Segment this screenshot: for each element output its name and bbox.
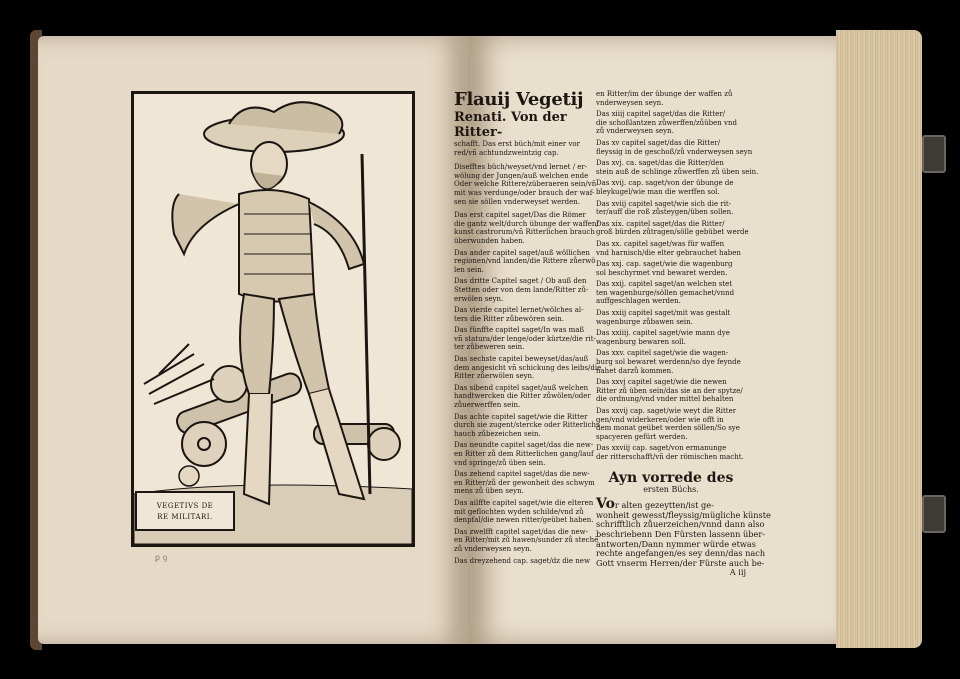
title-line-2: Renati. Von der Ritter- [454, 110, 567, 140]
chapter-line: en Ritter/im der übunge der waffen zů [596, 90, 733, 98]
chapter-line: groß bürden zůtragen/sölle gebübet werde [596, 228, 749, 237]
chapter-line: denpfal/die newen ritter/geübet haben. [454, 516, 594, 525]
page-edges [836, 30, 922, 648]
chapter-line: erwölen seyn. [454, 294, 504, 303]
chapter-entry [454, 499, 594, 525]
chapter-entry [596, 138, 753, 156]
chapter-line: nahet darzů kommen. [596, 366, 674, 375]
chapter-line: burg sol bewaret werdenn/so dye feynde [596, 358, 741, 367]
chapter-line: en Ritter/zů der gewonheit des schwym [454, 478, 595, 487]
chapter-entry [454, 470, 594, 496]
preface-line: Gott vnserm Herren/der Fürste auch be- [596, 557, 765, 568]
chapter-line: Stetten oder von dem lande/Ritter zů- [454, 285, 589, 294]
caption-line-1: VEGETIVS DE [156, 502, 214, 510]
chapter-entry [454, 527, 599, 554]
chapter-entry [454, 412, 600, 439]
signature-mark: A iij [729, 567, 746, 578]
soldier-woodcut-image [134, 94, 412, 544]
chapter-line: Das xxviij cap. saget/von ermanunge [596, 444, 727, 453]
chapter-line: Das xviij capitel saget/wie sich die rit- [596, 199, 732, 208]
preface-line: rechte angefangen/es sey denn/das nach [596, 548, 766, 559]
chapter-line: Das xxv. capitel saget/wie die wagen- [596, 349, 729, 358]
chapter-line: überwunden haben. [454, 236, 525, 245]
chapter-entry [596, 309, 746, 326]
chapter-line: en Ritter zů dem Ritterlichen gang/lauf [454, 450, 594, 458]
chapter-line: Das xix. capitel saget/das die Ritter/ [596, 219, 725, 228]
text-column-2 [596, 90, 771, 578]
chapter-line: ters die Ritter zůbewören sein. [454, 314, 565, 323]
intro-line: Oder welche Rittere/züberaeren sein/vñ [454, 180, 597, 189]
chapter-line: Das dritte Capitel saget / Ob auß den [454, 277, 587, 286]
chapter-line: Das achte capitel saget/wie die Ritter [454, 412, 588, 421]
intro-line: mit was verdunge/oder brauch der waf- [454, 188, 595, 197]
intro-line: wölung der Jungen/auß welchen ende [454, 171, 589, 180]
chapter-entry [454, 557, 594, 566]
chapter-line: Das xx. capitel saget/was für waffen [596, 239, 725, 248]
chapter-entry [596, 200, 746, 217]
chapter-entry [596, 179, 746, 196]
chapter-line: dem monat geübet werden söllen/So sye [596, 424, 740, 433]
preface-heading: Ayn vorrede des [608, 469, 734, 486]
chapter-line: Ritter zů üben sein/das sie an der spytze/ [596, 386, 743, 395]
chapter-entry [454, 326, 594, 352]
chapter-line: stein auß de schlinge zůwerffen zů üben sein. [596, 167, 759, 176]
chapter-line: Das xvj. ca. saget/das die Ritter/den [596, 159, 724, 168]
chapter-line: auffgeschlagen werden. [596, 297, 681, 306]
chapter-line: durch sie zugent/stercke oder Ritterlichs [454, 421, 600, 430]
chapter-line: der ritterschafft/vñ der römischen macht. [596, 452, 744, 461]
chapter-line: vnd springe/zů üben sein. [454, 458, 546, 467]
chapter-line: Das xiiij capitel saget/das die Ritter/ [596, 110, 725, 119]
chapter-line: bleykugel/wie man die werffen sol. [596, 187, 720, 196]
chapter-line: wagenburge zůbawen sein. [596, 317, 693, 326]
chapter-entry [596, 444, 746, 461]
chapter-line: Das xxij. capitel saget/an welchen stet [596, 280, 733, 289]
chapter-line: Das xxvij cap. saget/wie weyt die Ritter [596, 407, 737, 415]
chapter-line: mit geflochten wyden schilde/vnd zů [454, 507, 584, 516]
chapter-line: hauch zůbezeichen sein. [454, 429, 541, 438]
title-line-3: schafft. Das erst büch/mit einer vor [454, 140, 580, 148]
chapter-line: Das zehend capitel saget/das die new- [454, 470, 590, 479]
chapter-line: Das dreyzehend cap. saget/dz die new [454, 556, 590, 565]
preface-line: antworten/Dann nymmer würde etwas [596, 538, 756, 549]
chapter-line: Das sibend capitel saget/auß welchen [454, 383, 589, 392]
chapter-line: vñ statura/der lenge/oder kürtze/die rit- [454, 334, 596, 343]
preface-subheading: ersten Büchs. [643, 484, 699, 494]
chapter-line: mens zů üben seyn. [454, 487, 524, 496]
chapter-list-2 [596, 90, 759, 462]
chapter-line: Das xxiij capitel saget/mit was gestalt [596, 309, 731, 318]
chapter-list-1 [454, 211, 602, 565]
woodcut-caption [135, 491, 235, 531]
chapter-line: ter/auff die roß zůsteygen/üben sollen. [596, 208, 734, 217]
chapter-line: ter zůbeweren sein. [454, 343, 525, 352]
preface-initial: Vo [596, 496, 615, 513]
chapter-entry [454, 277, 594, 303]
chapter-line: die schoßlantzen zůwerffen/zůüben vnd [596, 118, 737, 127]
chapter-line: vnderweysen seyn. [596, 98, 664, 107]
chapter-line: ten wagenburge/söllen gemachet/vnnd [596, 288, 735, 297]
chapter-line: Das xvij. cap. saget/von der übunge de [596, 179, 734, 188]
chapter-line: gen/vnd widerkeren/oder wie offt in [596, 415, 724, 424]
chapter-entry [596, 110, 746, 136]
chapter-entry [596, 407, 746, 441]
chapter-line: Das xxiiij. capitel saget/wie mann dye [596, 329, 730, 338]
chapter-line: Das ailffte capitel saget/wie die elteren [454, 498, 594, 507]
chapter-line: en Ritter/mit zů hawen/sunder zů stechē [454, 536, 599, 545]
chapter-entry [596, 280, 746, 306]
chapter-entry [596, 349, 746, 375]
chapter-line: sol beschyrmet vnd bewaret werden. [596, 268, 728, 277]
title-line-4: red/vñ achtundzweintzig cap. [454, 148, 559, 157]
chapter-entry [596, 219, 749, 237]
chapter-entry [454, 306, 594, 323]
chapter-line: die ordnung/vnd vnder mittel behalten [596, 395, 734, 404]
chapter-entry [596, 159, 759, 176]
title-line-1: Flauij Vegetij [454, 89, 584, 110]
chapter-line: Das fünffte capitel saget/In was maß [454, 326, 585, 335]
preface-line: beschriebenn Den Fürsten lassenn über- [596, 528, 766, 539]
chapter-line: len sein. [454, 265, 484, 274]
preface-line: wonheit gewesst/fleyssig/mügliche künste [596, 509, 771, 520]
chapter-line: Das vierde capitel lernet/wölches al- [454, 306, 584, 315]
chapter-line: dem angesicht vñ schickung des leibs/die [454, 363, 602, 372]
chapter-entry [454, 441, 594, 467]
chapter-line: Das xxj. cap. saget/wie die wagenburg [596, 260, 733, 269]
chapter-line: regionen/vnd landen/die Rittere zůerwö [454, 257, 596, 266]
chapter-line: zů vnderweysen seyn. [454, 544, 532, 553]
chapter-line: kunst castrorum/vñ Ritterlichen brauch [454, 228, 595, 237]
chapter-line: wagenburg bewaren soll. [596, 337, 686, 346]
chapter-entry [454, 249, 594, 275]
chapter-entry [454, 211, 599, 245]
chapter-entry [596, 260, 746, 277]
chapter-line: Das ander capitel saget/auß wöllichen [454, 248, 590, 257]
chapter-line: Das neundte capitel saget/das die new- [454, 441, 594, 450]
chapter-line: Das xxvj capitel saget/wie die newen [596, 378, 727, 387]
chapter-line: Das sechste capitel beweyset/das/auß [454, 355, 589, 364]
preface-line: r alten gezeytten/ist ge- [614, 500, 714, 511]
text-column-1 [454, 89, 602, 568]
chapter-entry [596, 90, 746, 107]
chapter-entry [454, 355, 602, 381]
chapter-line: die gantz welt/durch übunge der waffen/ [454, 219, 599, 228]
chapter-line: zů vnderweysen seyn. [596, 127, 674, 136]
chapter-entry [454, 384, 594, 410]
chapter-entry [596, 378, 746, 404]
chapter-entry [596, 240, 746, 257]
chapter-line: zůuerwerffen sein. [454, 401, 521, 410]
clasp-top [922, 135, 946, 173]
preface-text [596, 496, 771, 578]
chapter-line: handtwercken die Ritter zůwölen/oder [454, 392, 591, 401]
chapter-line: Ritter zůerwölen seyn. [454, 372, 535, 381]
chapter-line: vnd harnisch/die elter gebrauchet haben [596, 248, 741, 257]
chapter-line: Das xv capitel saget/das die Ritter/ [596, 138, 721, 147]
chapter-line: spacyeren gefürt werden. [596, 432, 688, 441]
chapter-line: Das erst capitel saget/Das die Römer [454, 211, 586, 220]
caption-line-2: RE MILITARI. [157, 513, 213, 521]
woodcut-illustration [131, 91, 415, 547]
library-stamp: ꝑ ꝯ [155, 553, 168, 562]
intro-line: sen sie söllen vnderweyset werden. [454, 197, 580, 206]
preface-line: schrifftlich zůuerzeichen/vnnd dann also [596, 519, 765, 530]
clasp-bottom [922, 495, 946, 533]
intro-paragraph [454, 163, 597, 206]
chapter-line: fleyssig in de geschoß/zů vnderweysen seyn [596, 147, 753, 156]
intro-line: Disefftes büch/weyset/vnd lernet / er- [454, 163, 588, 172]
chapter-line: Das zwelfft capitel saget/das die new- [454, 527, 589, 536]
chapter-entry [596, 329, 746, 346]
